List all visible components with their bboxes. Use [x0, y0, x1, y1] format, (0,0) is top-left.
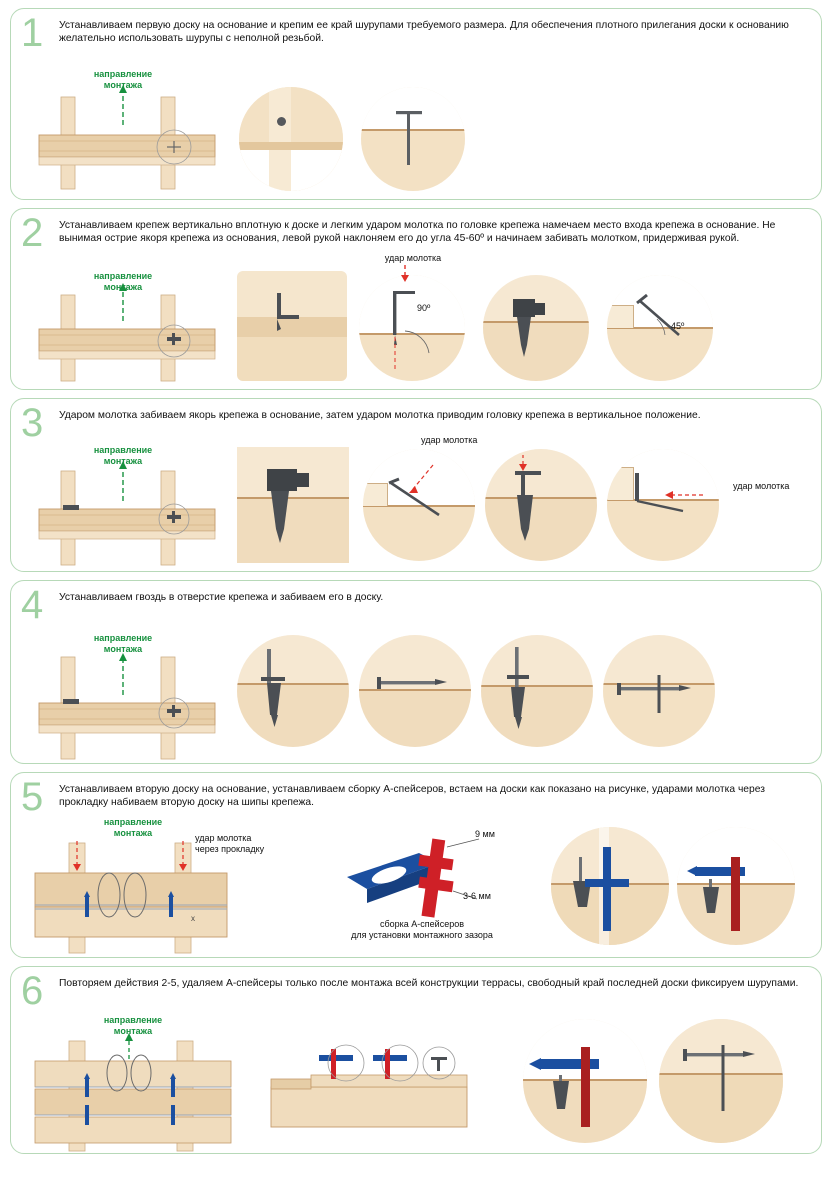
step-number-6: 6: [21, 969, 44, 1013]
step-3-plan-view: [31, 445, 221, 565]
angle-45-diagram: [607, 275, 713, 381]
step-3-detail-anchor: [237, 447, 349, 563]
step-5-spacer-tool: [327, 817, 537, 957]
step-card-4: [10, 580, 822, 764]
nail-angled-icon: [603, 635, 715, 747]
step-3-detail-hammer1: [363, 449, 475, 561]
direction-label-6: направление монтажа: [103, 1015, 163, 1036]
step-text-1: Устанавливаем первую доску на основание и крепим ее край шурупами требуемого размера. Для обеспечения плотного прилегания доски к основанию желательно использовать шурупы с неполной резьбой.: [59, 20, 789, 45]
svg-text:x: x: [191, 914, 195, 923]
step-6-panels: [11, 967, 821, 1153]
step-text-3: Ударом молотка забиваем якорь крепежа в основание, затем ударом молотка приводим головку крепежа в вертикальное положение.: [59, 410, 701, 421]
step-4-detail-nail-vertical: [481, 635, 593, 747]
step-2-plan-view: [31, 271, 221, 381]
step-5-plan-view: [25, 817, 265, 953]
assembly-svg: [261, 1039, 481, 1139]
step-4-panels: [11, 581, 821, 763]
joint-detail-icon: [551, 827, 669, 945]
nail-inserted-icon: [237, 635, 349, 747]
step-card-1: [10, 8, 822, 200]
step-card-6: [10, 966, 822, 1154]
step-card-3: [10, 398, 822, 572]
step-2-detail-fastener: [483, 275, 589, 381]
angle-90-diagram: [359, 275, 465, 381]
fastener-final-icon: [659, 1019, 783, 1143]
step-5-panels: [11, 773, 821, 957]
hammer-through-pad-label: удар молотка через прокладку: [195, 833, 265, 854]
step-4-detail-nail-angle: [603, 635, 715, 747]
step-6-assembly-view: [261, 1039, 481, 1139]
step-6-detail-fastener: [659, 1019, 783, 1143]
nail-vertical-icon: [481, 635, 593, 747]
step-5-detail-joint: [551, 827, 669, 945]
step-number-4: 4: [21, 583, 44, 627]
red-arrow-down-icon: [395, 265, 415, 283]
dimension-3-6mm-label: 3-6 мм: [463, 891, 491, 901]
fastener-icon: [237, 271, 347, 381]
step-text-5: Устанавливаем вторую доску на основание, устанавливаем сборку А-спейсеров, встаем на доски как показано на рисунке, ударами молотка через прокладку набиваем вторую доску на шипы крепежа.: [59, 784, 765, 809]
step-2-detail-vertical: [237, 271, 347, 381]
hammer-blow-diagram-2: [607, 449, 719, 561]
fastener-anchor-icon: [483, 275, 589, 381]
anchor-driven-icon: [237, 447, 349, 563]
direction-label-1: направление монтажа: [93, 69, 153, 90]
step-number-5: 5: [21, 775, 44, 819]
step-3-detail-anchor2: [485, 449, 597, 561]
step-text-2: Устанавливаем крепеж вертикально вплотную к доске и легким ударом молотка по головке крепежа намечаем место входа крепежа в основание. Не вынимая острие якоря крепежа из основания, левой рукой наклоняем его до угла 45-60º и начинаем забивать молотком, придерживая рукой.: [59, 220, 776, 245]
step-5-detail-spacer-placed: [677, 827, 795, 945]
screw-icon: [361, 87, 465, 191]
step-1-detail-screw-plan: [239, 87, 343, 191]
hammer-blow-label-2: удар молотка: [384, 253, 442, 263]
step-card-5: [10, 772, 822, 958]
step-1-detail-screw-section: [361, 87, 465, 191]
step-3-panels: [11, 399, 821, 571]
step-1-plan-view: [31, 69, 221, 189]
angle-90-label: 90º: [417, 303, 431, 313]
direction-label-3: направление монтажа: [93, 445, 153, 466]
step-2-panels: [11, 209, 821, 389]
spacer-placed-icon: [677, 827, 795, 945]
step-card-2: [10, 208, 822, 390]
step-3-detail-hammer2: [607, 449, 719, 561]
hammer-blow-label-3b: удар молотка: [733, 481, 790, 491]
step-number-1: 1: [21, 11, 44, 55]
dimension-9mm-label: 9 мм: [475, 829, 495, 839]
step-number-2: 2: [21, 211, 44, 255]
step-text-6: Повторяем действия 2-5, удаляем А-спейсеры только после монтажа всей конструкции террасы, свободный край последней доски фиксируем шурупами.: [59, 978, 799, 989]
step-4-detail-nail-in: [237, 635, 349, 747]
step-6-detail-spacer: [523, 1019, 647, 1143]
hammer-blow-label-3a: удар молотка: [421, 435, 478, 445]
final-spacer-icon: [523, 1019, 647, 1143]
direction-label-4: направление монтажа: [93, 633, 153, 654]
nail-horizontal-icon: [359, 635, 471, 747]
step-2-detail-90deg: [359, 275, 465, 381]
step-number-3: 3: [21, 401, 44, 445]
direction-label-2: направление монтажа: [93, 271, 153, 292]
hammer-blow-diagram-1: [363, 449, 475, 561]
a-spacer-caption: сборка А-спейсеров для установки монтажного зазора: [351, 919, 493, 940]
step-4-plan-view: [31, 629, 221, 759]
anchor-vertical-icon: [485, 449, 597, 561]
step-text-4: Устанавливаем гвоздь в отверстие крепежа и забиваем его в доску.: [59, 592, 384, 603]
step-4-detail-nail-side: [359, 635, 471, 747]
angle-45-label: 45º: [671, 321, 685, 331]
direction-label-5: направление монтажа: [103, 817, 163, 838]
step-1-panels: [11, 9, 821, 199]
step-6-plan-view: [25, 1015, 239, 1151]
step-2-detail-45deg: [607, 275, 713, 381]
